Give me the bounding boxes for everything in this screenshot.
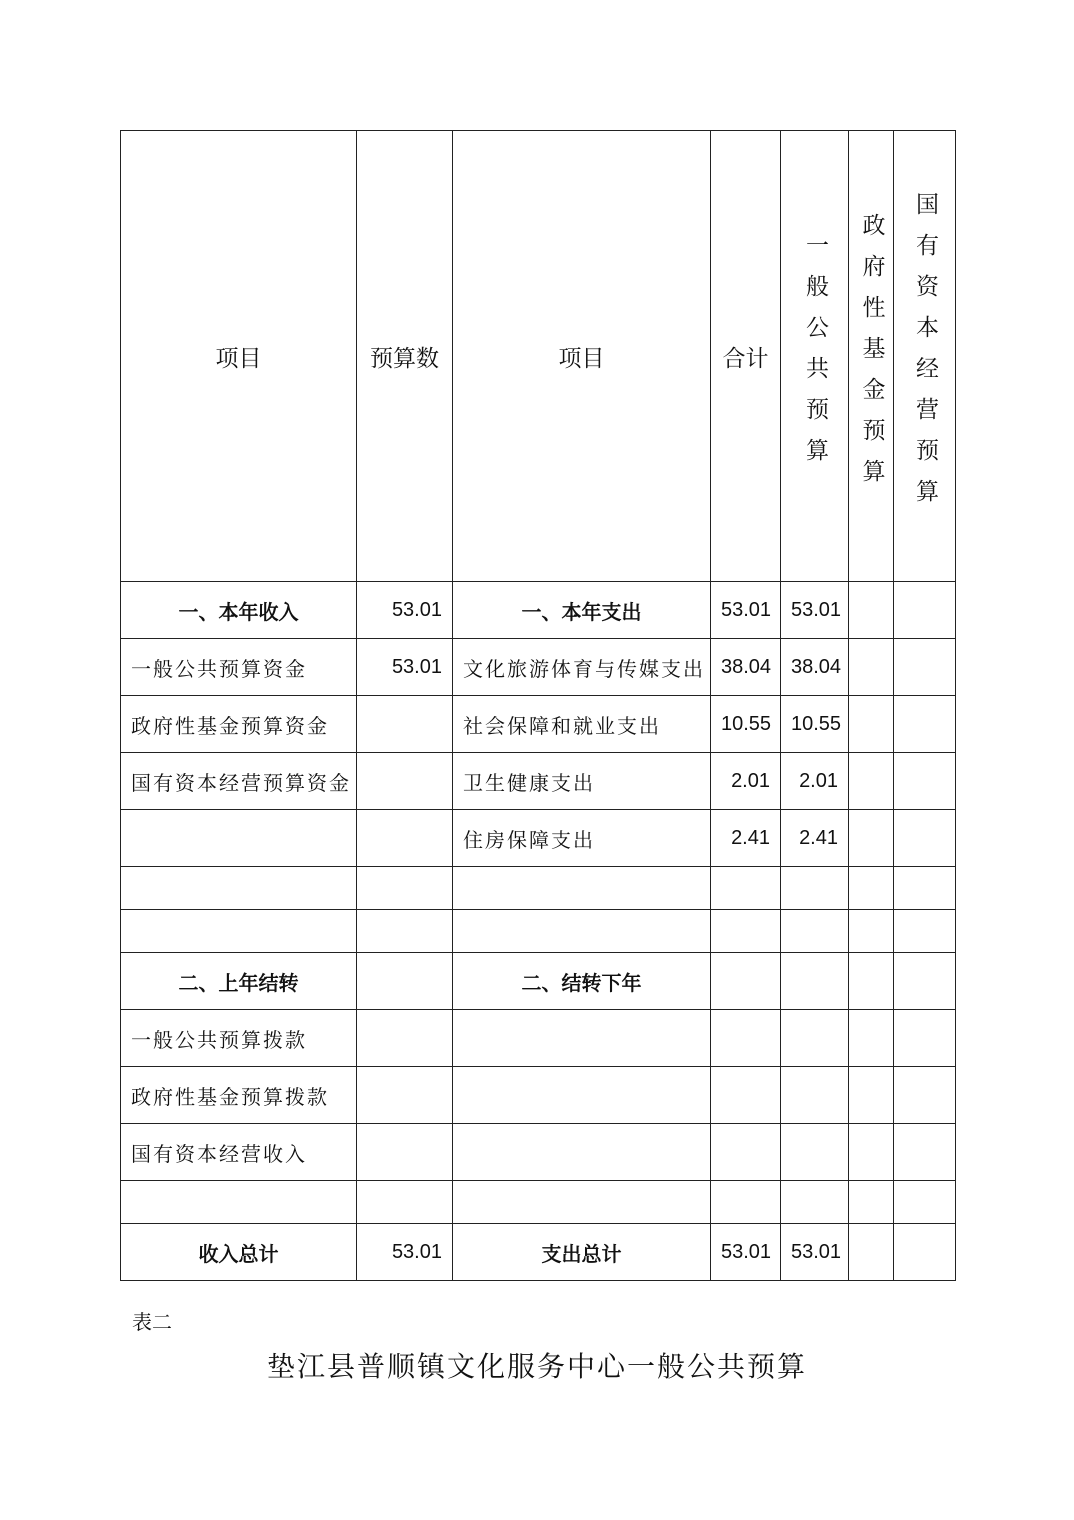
row-left-item: 政府性基金预算资金 bbox=[121, 696, 357, 753]
row-total: 53.01 bbox=[711, 1224, 781, 1281]
row-left-item: 一般公共预算拨款 bbox=[121, 1010, 357, 1067]
table-row bbox=[121, 1124, 956, 1181]
row-left-item: 政府性基金预算拨款 bbox=[121, 1067, 357, 1124]
row-right-item bbox=[453, 1181, 711, 1224]
row-total bbox=[711, 910, 781, 953]
row-budget bbox=[357, 753, 453, 810]
row-capital bbox=[894, 1010, 956, 1067]
row-right-item: 一、本年支出 bbox=[453, 582, 711, 639]
row-fund bbox=[849, 753, 894, 810]
row-fund bbox=[849, 639, 894, 696]
row-general bbox=[781, 910, 849, 953]
header-item-right: 项目 bbox=[453, 131, 711, 582]
row-fund bbox=[849, 1067, 894, 1124]
row-right-item bbox=[453, 1124, 711, 1181]
row-total: 38.04 bbox=[711, 639, 781, 696]
header-gov-fund: 政府性基金预算 bbox=[849, 131, 894, 582]
table-row bbox=[121, 582, 956, 639]
row-budget bbox=[357, 953, 453, 1010]
row-fund bbox=[849, 953, 894, 1010]
row-fund bbox=[849, 910, 894, 953]
table-row bbox=[121, 1181, 956, 1224]
row-general: 10.55 bbox=[781, 696, 849, 753]
row-total: 53.01 bbox=[711, 582, 781, 639]
row-left-item bbox=[121, 1181, 357, 1224]
row-fund bbox=[849, 582, 894, 639]
row-fund bbox=[849, 810, 894, 867]
row-fund bbox=[849, 696, 894, 753]
row-left-item bbox=[121, 867, 357, 910]
row-general bbox=[781, 1124, 849, 1181]
table-row bbox=[121, 696, 956, 753]
row-budget bbox=[357, 1124, 453, 1181]
table-row bbox=[121, 910, 956, 953]
row-right-item: 支出总计 bbox=[453, 1224, 711, 1281]
table-row bbox=[121, 1224, 956, 1281]
row-capital bbox=[894, 810, 956, 867]
row-right-item: 社会保障和就业支出 bbox=[453, 696, 711, 753]
row-total: 10.55 bbox=[711, 696, 781, 753]
row-general: 38.04 bbox=[781, 639, 849, 696]
row-capital bbox=[894, 910, 956, 953]
row-right-item: 二、结转下年 bbox=[453, 953, 711, 1010]
row-right-item: 住房保障支出 bbox=[453, 810, 711, 867]
row-capital bbox=[894, 639, 956, 696]
header-item-left: 项目 bbox=[121, 131, 357, 582]
header-state-capital: 国有资本经营预算 bbox=[894, 131, 956, 582]
row-general bbox=[781, 1010, 849, 1067]
row-general: 53.01 bbox=[781, 1224, 849, 1281]
table-row bbox=[121, 639, 956, 696]
row-total bbox=[711, 867, 781, 910]
header-budget: 预算数 bbox=[357, 131, 453, 582]
row-total: 2.01 bbox=[711, 753, 781, 810]
row-total bbox=[711, 1067, 781, 1124]
row-capital bbox=[894, 953, 956, 1010]
row-left-item: 一般公共预算资金 bbox=[121, 639, 357, 696]
row-capital bbox=[894, 867, 956, 910]
row-fund bbox=[849, 867, 894, 910]
header-total: 合计 bbox=[711, 131, 781, 582]
row-left-item: 二、上年结转 bbox=[121, 953, 357, 1010]
row-budget bbox=[357, 1181, 453, 1224]
row-fund bbox=[849, 1224, 894, 1281]
row-budget bbox=[357, 810, 453, 867]
row-capital bbox=[894, 753, 956, 810]
row-fund bbox=[849, 1124, 894, 1181]
header-general-public: 一般公共预算 bbox=[781, 131, 849, 582]
row-budget bbox=[357, 1067, 453, 1124]
row-general: 2.01 bbox=[781, 753, 849, 810]
row-capital bbox=[894, 1181, 956, 1224]
row-left-item bbox=[121, 910, 357, 953]
row-budget bbox=[357, 867, 453, 910]
row-general bbox=[781, 1181, 849, 1224]
table-row bbox=[121, 867, 956, 910]
row-general bbox=[781, 1067, 849, 1124]
row-budget: 53.01 bbox=[357, 639, 453, 696]
row-right-item: 卫生健康支出 bbox=[453, 753, 711, 810]
row-general: 53.01 bbox=[781, 582, 849, 639]
row-budget: 53.01 bbox=[357, 582, 453, 639]
table-row bbox=[121, 810, 956, 867]
row-right-item bbox=[453, 910, 711, 953]
row-budget bbox=[357, 910, 453, 953]
row-left-item: 收入总计 bbox=[121, 1224, 357, 1281]
row-capital bbox=[894, 1224, 956, 1281]
row-left-item: 一、本年收入 bbox=[121, 582, 357, 639]
table-header-row bbox=[121, 131, 956, 582]
row-right-item bbox=[453, 1010, 711, 1067]
row-budget: 53.01 bbox=[357, 1224, 453, 1281]
row-fund bbox=[849, 1010, 894, 1067]
row-general bbox=[781, 953, 849, 1010]
table-row bbox=[121, 953, 956, 1010]
row-right-item bbox=[453, 867, 711, 910]
row-budget bbox=[357, 1010, 453, 1067]
row-total bbox=[711, 1181, 781, 1224]
table-row bbox=[121, 753, 956, 810]
table-row bbox=[121, 1067, 956, 1124]
row-right-item: 文化旅游体育与传媒支出 bbox=[453, 639, 711, 696]
row-capital bbox=[894, 1067, 956, 1124]
row-left-item: 国有资本经营预算资金 bbox=[121, 753, 357, 810]
row-general bbox=[781, 867, 849, 910]
row-left-item: 国有资本经营收入 bbox=[121, 1124, 357, 1181]
row-left-item bbox=[121, 810, 357, 867]
row-total bbox=[711, 1124, 781, 1181]
row-total bbox=[711, 1010, 781, 1067]
row-right-item bbox=[453, 1067, 711, 1124]
page-title: 垫江县普顺镇文化服务中心一般公共预算 bbox=[266, 1350, 807, 1383]
row-general: 2.41 bbox=[781, 810, 849, 867]
row-fund bbox=[849, 1181, 894, 1224]
budget-table bbox=[120, 130, 956, 1281]
table-row bbox=[121, 1010, 956, 1067]
table-label: 表二 bbox=[132, 1310, 172, 1334]
row-capital bbox=[894, 696, 956, 753]
row-budget bbox=[357, 696, 453, 753]
row-total: 2.41 bbox=[711, 810, 781, 867]
row-total bbox=[711, 953, 781, 1010]
row-capital bbox=[894, 582, 956, 639]
row-capital bbox=[894, 1124, 956, 1181]
